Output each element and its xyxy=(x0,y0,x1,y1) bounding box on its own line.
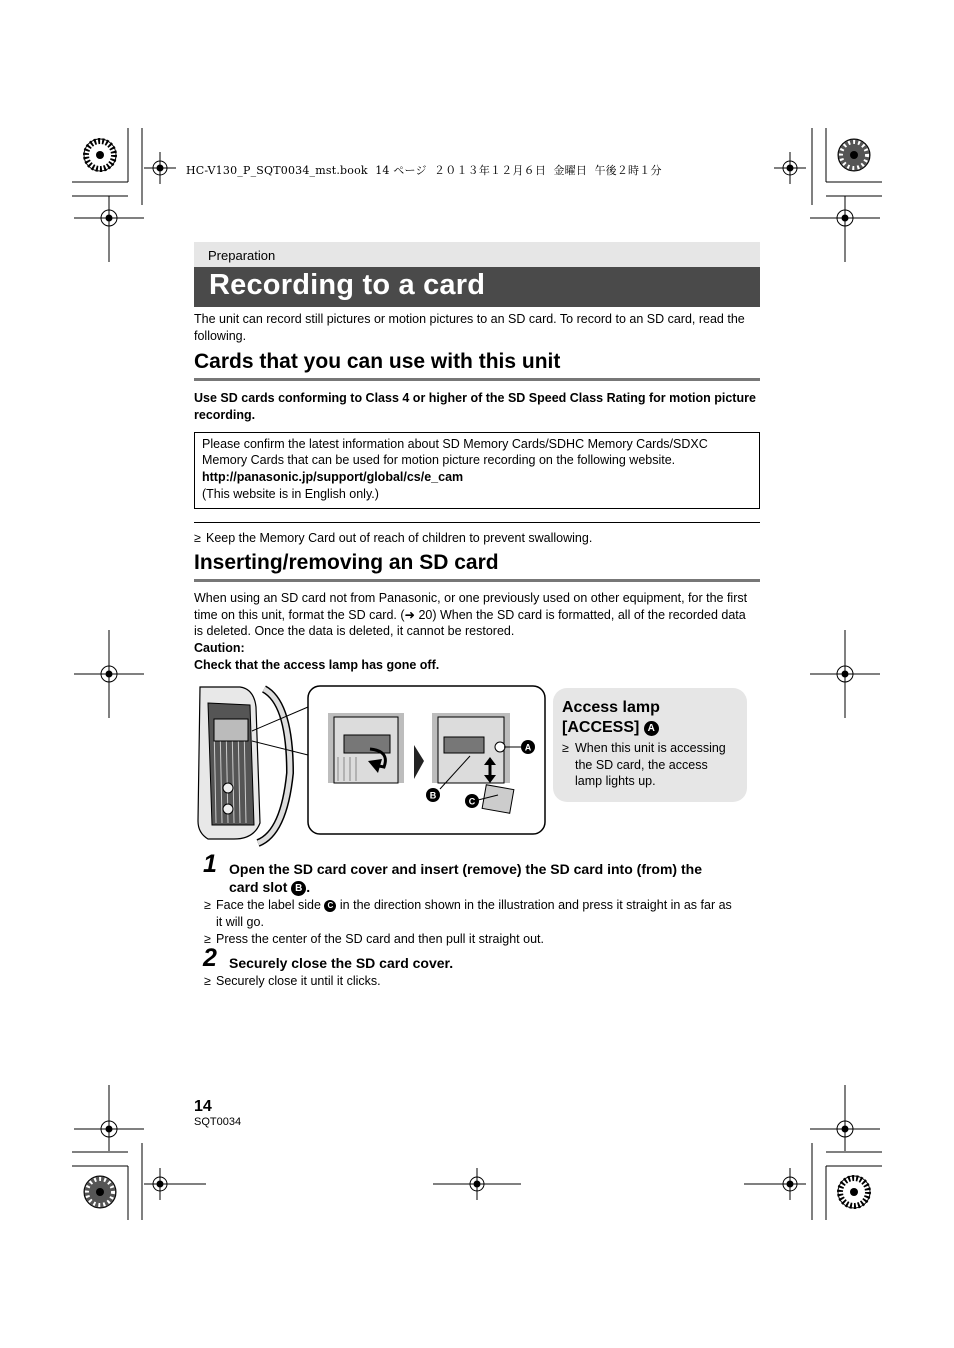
step-1-line-1: Open the SD card cover and insert (remove) the SD card into (from) the xyxy=(229,861,702,877)
cards-bold-note: Use SD cards conforming to Class 4 or higher of the SD Speed Class Rating for motion picture recording. xyxy=(194,391,756,422)
access-bullet-line-3: lamp lights up. xyxy=(575,774,656,788)
info-line-2: Memory Cards that can be used for motion picture recording on the following website. xyxy=(202,453,676,467)
step-1-line-2: card slot B . xyxy=(229,879,311,895)
marker-a-badge: A xyxy=(644,721,659,736)
marker-b-label: B xyxy=(429,790,437,801)
caution-text: Check that the access lamp has gone off. xyxy=(194,658,440,672)
access-title-line-1: Access lamp xyxy=(562,699,660,716)
page-code: SQT0034 xyxy=(194,1116,242,1128)
step-1-bullet-1-cont: it will go. xyxy=(216,915,264,929)
access-title-line-2-text: [ACCESS] xyxy=(562,719,640,736)
step-1-line-2-text: card slot xyxy=(229,879,288,895)
camera-body-drawing xyxy=(198,687,290,843)
marker-b-badge: B xyxy=(291,881,306,896)
insert-line-3: is deleted. Once the data is deleted, it cannot be restored. xyxy=(194,624,515,638)
info-line-1: Please confirm the latest information about SD Memory Cards/SDHC Memory Cards/SDXC xyxy=(202,437,708,451)
insert-line-1: When using an SD card not from Panasonic, or one previously used on other equipment, for the first xyxy=(194,591,748,605)
cards-heading: Cards that you can use with this unit xyxy=(194,350,760,381)
title-bar xyxy=(194,267,760,307)
insert-line-2: time on this unit, format the SD card. (➜ 20) When the SD card is formatted, all of the recorded data xyxy=(194,608,746,622)
access-lamp-title xyxy=(562,698,660,738)
bullet-symbol: ≥ xyxy=(204,898,211,912)
bullet-symbol: ≥ xyxy=(204,932,211,946)
step-1-number: 1 xyxy=(203,850,217,878)
section-label xyxy=(194,242,760,267)
step-2-bullet-1-text: Securely close it until it clicks. xyxy=(216,974,381,988)
step-1-bullet-2-text: Press the center of the SD card and then pull it straight out. xyxy=(216,932,544,946)
marker-a-label: A xyxy=(524,742,532,753)
marker-c-badge: C xyxy=(324,900,336,912)
info-box xyxy=(194,432,760,509)
caution-label: Caution: xyxy=(194,641,245,655)
access-bullet-line-2: the SD card, the access xyxy=(575,757,708,772)
bullet-symbol: ≥ xyxy=(194,531,201,545)
bullet-symbol: ≥ xyxy=(204,974,211,988)
divider xyxy=(194,522,760,523)
page-number: 14 xyxy=(194,1098,212,1115)
bullet-text: Keep the Memory Card out of reach of children to prevent swallowing. xyxy=(206,531,593,545)
access-lamp-box xyxy=(553,688,747,802)
marker-c-label: C xyxy=(468,796,476,807)
step-1-bullet-1-text xyxy=(216,897,732,914)
step-2-number: 2 xyxy=(203,944,217,972)
intro-paragraph: The unit can record still pictures or motion pictures to an SD card. To record to an SD card, read the following. xyxy=(194,312,745,343)
info-note: (This website is in English only.) xyxy=(202,487,379,501)
bullet-symbol: ≥ xyxy=(562,741,569,755)
section-label-text: Preparation xyxy=(208,248,276,263)
bullet-1-post: in the direction shown in the illustration and press it straight in as far as xyxy=(339,898,732,912)
bullet-1-pre: Face the label side xyxy=(216,898,321,912)
access-title-line-2 xyxy=(562,718,660,738)
print-header: HC-V130_P_SQT0034_mst.book 14 ページ ２０１３年１２月６日 金曜日 午後２時１分 xyxy=(186,164,662,177)
inset-open-cover xyxy=(328,713,404,783)
access-bullet-line-1: When this unit is accessing xyxy=(575,741,726,755)
step-2-line-1: Securely close the SD card cover. xyxy=(229,955,454,971)
insert-heading: Inserting/removing an SD card xyxy=(194,551,760,582)
page-title: Recording to a card xyxy=(209,269,486,301)
info-url[interactable]: http://panasonic.jp/support/global/cs/e_cam xyxy=(202,470,464,484)
access-bullet-text xyxy=(575,740,726,790)
